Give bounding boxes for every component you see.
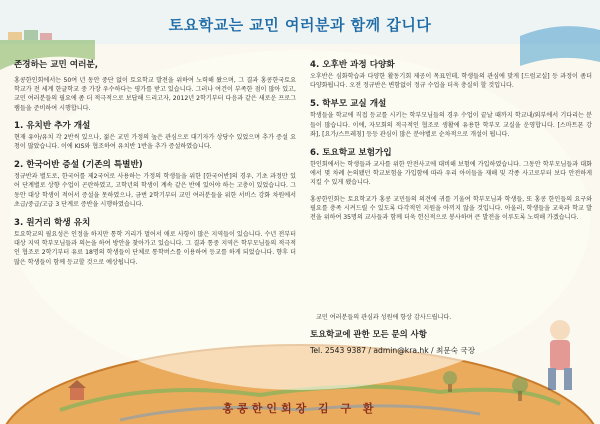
page-title: 토요학교는 교민 여러분과 함께 갑니다	[168, 16, 432, 34]
section-body: 학생들을 학교에 직접 등교를 시키는 학부모님들의 경우 수업이 끝날 때까지 학교내/외부에서 기다리는 분들이 많습니다. 이에, 자모회의 적극적인 협조로 생활에 유용한 학부모 교실을 운영합니다. [스마트폰 강좌], [요가/스트레칭] 등등 관심이 많은 분야별로 순차적으로 개설이 됩니다.	[310, 112, 592, 138]
left-column	[14, 58, 296, 274]
section-body: 오후반은 심화학습과 다양한 활동기회 제공이 목표인데, 학생들의 관심에 맞게 [드럼교실] 등 과정이 좀더 다양화됩니다. 오전 정규반은 변함없이 정규 수업을 더욱 충실히 할 것입니다.	[310, 73, 592, 90]
signature: 홍콩한인회장 김 구 환	[222, 402, 378, 415]
section-kindergarten	[14, 119, 296, 151]
section-body: 토요학교의 필요성은 인정을 하지만 통학 거리가 멀어서 애로 사항이 많은 지역들이 있습니다. 수년 전부터 대상 지역 학부모님들과 의논을 하여 방안을 찾아가고 있습니다. 그 결과 통중 지역은 학부모님들의 적극적인 협조로 2학기부터 유료 18명의 학생들이 단체로 통학버스를 이용하여 등교를 하게 되었습니다. 향후 더 많은 학생들이 함께 등교할 것으로 예상됩니다.	[14, 231, 296, 266]
section-heading: 3. 원거리 학생 유치	[14, 218, 91, 229]
section-remote-students	[14, 216, 296, 267]
outro-paragraph: 홍콩한인회는 토요학교가 홍콩 교민들의 의견에 귀를 기울여 학부모님과 학생들, 또 홍콩 한인들의 요구와 필요를 충족 시켜드릴 수 있도록 다각적인 지원을 아끼지 않을 것입니다. 아울러, 학생들을 교육과 학교 발전을 위하여 35명의 교사들과 함께 더욱 헌신적으로 봉사하며 큰 발전을 이루도록 노력해 가겠습니다.	[310, 195, 592, 222]
section-heading: 6. 토요학교 보험가입	[310, 148, 392, 159]
section-heading: 5. 학부모 교실 개설	[310, 99, 387, 110]
contact-info: Tel. 2543 9387 / admin@kra.hk / 최문숙 국장	[310, 346, 476, 355]
section-body: 정규반과 별도로, 한국어를 제2국어로 사용하는 가정의 학생들을 위한 [한국어반]의 경우, 기초 과정만 있어 단계별로 상향 수업이 곤란하였고, 고학년의 학생이 계속 같은 반에 있어야 하는 고충이 있었습니다. 그동안 대상 학생이 적어서 증설을 못하였으나, 금번 2학기부터 교민 여러분들을 위한 서비스 강화 차원에서 초급/중급/고급 3 단계로 증반을 시행하였습니다.	[14, 173, 296, 208]
right-column	[310, 58, 592, 228]
closing-line: 교민 여러분들의 관심과 성원에 항상 감사드립니다.	[316, 314, 452, 321]
section-body: 현재 유아/유치 각 2반씩 있으나, 젊은 교민 가정의 높은 관심으로 대기자가 상당수 있었으며 추가 증설 요청이 많았습니다. 이에 KIS와 협조하여 유치반 1반을 추가 증설하였습니다.	[14, 133, 296, 151]
section-parent-class	[310, 97, 592, 139]
section-heading: 1. 유치반 추가 개설	[14, 120, 91, 131]
section-body: 한인회에서는 학생들과 교사를 위한 안전사고에 대비해 보험에 가입하였습니다. 그동안 학부모님들과 대화에서 몇 차례 논의됐던 학교보험을 가입함에 따라 우리 아이들을 재해 및 각종 사고로부터 보다 안전하게 지킬 수 있게 됐습니다.	[310, 161, 592, 187]
section-afternoon-class	[310, 58, 592, 90]
greeting: 존경하는 교민 여러분,	[14, 60, 98, 70]
intro-paragraph: 홍콩한인회에서는 50여 년 동안 중단 없이 토요학교 발전을 위하여 노력해 왔으며, 그 결과 홍콩한국토요학교가 전 세계 한글학교 중 가장 우수하다는 평가를 받고 있습니다. 그러나 여건이 부족한 점이 많아 있고, 교민 여러분들의 필요에 좀 더 적극적으로 보답해 드리고자, 2012년 2학기부터 다음과 같은 새로운 프로그램들을 준비하여 시행합니다.	[14, 77, 296, 112]
section-insurance	[310, 146, 592, 188]
section-korean-class	[14, 158, 296, 209]
section-heading: 2. 한국어반 증설 (기존의 특별반)	[14, 160, 143, 171]
section-heading: 4. 오후반 과정 다양화	[310, 60, 395, 70]
contact-heading: 토요학교에 관한 모든 문의 사항	[310, 329, 427, 339]
contact-block	[310, 328, 592, 356]
